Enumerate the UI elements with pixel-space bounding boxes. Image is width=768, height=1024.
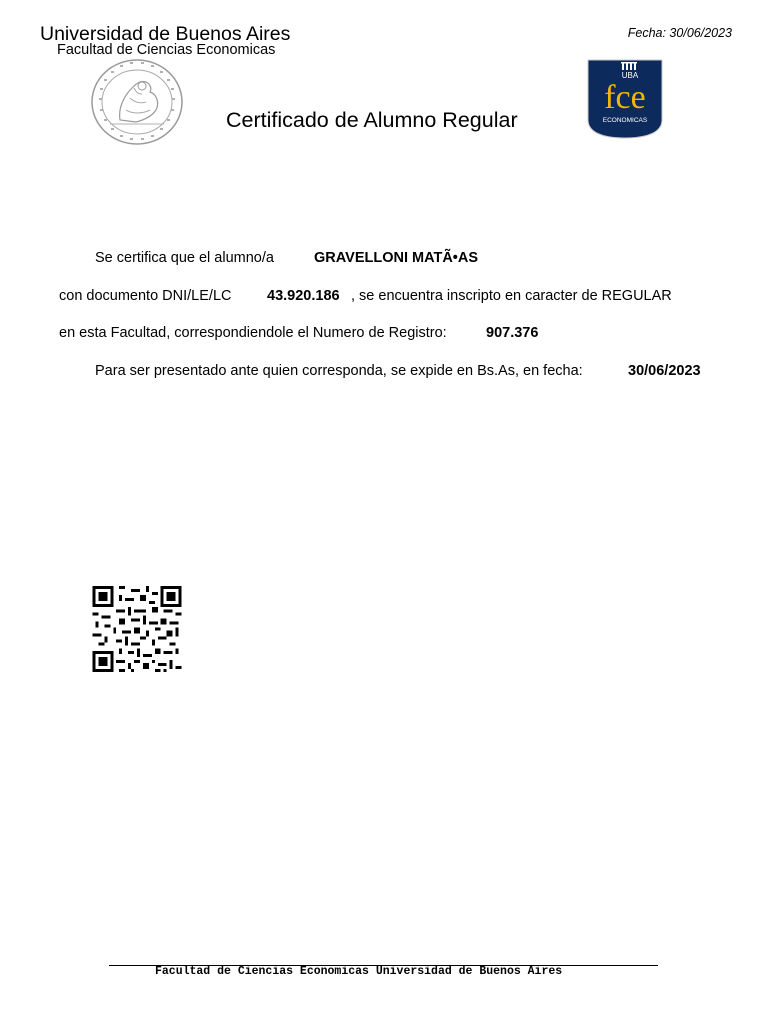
student-name: GRAVELLONI MATÃ•AS bbox=[314, 250, 479, 266]
fce-logo-icon bbox=[586, 58, 664, 140]
uba-seal-icon bbox=[90, 58, 184, 146]
university-name: Universidad de Buenos Aires bbox=[40, 23, 291, 45]
svg-text:UBA: UBA bbox=[621, 71, 639, 80]
faculty-name: Facultad de Ciencias Economicas bbox=[57, 42, 276, 58]
line2-rest: , se encuentra inscripto en caracter de REGULAR bbox=[351, 288, 672, 304]
footer-text: Facultad de Ciencias Economicas Universidad de Buenos Aires bbox=[155, 965, 563, 978]
document-number: 43.920.186 bbox=[267, 288, 340, 304]
line2-label: con documento DNI/LE/LC bbox=[59, 288, 232, 304]
svg-text:ECONOMICAS: ECONOMICAS bbox=[602, 117, 648, 124]
svg-text:fce: fce bbox=[604, 79, 646, 116]
line4-label: Para ser presentado ante quien corresponda, se expide en Bs.As, en fecha: bbox=[95, 363, 583, 379]
registry-number: 907.376 bbox=[486, 325, 539, 341]
line1-label: Se certifica que el alumno/a bbox=[95, 250, 274, 266]
qr-code-icon bbox=[92, 586, 182, 672]
page-title: Certificado de Alumno Regular bbox=[226, 108, 518, 132]
issue-date: 30/06/2023 bbox=[628, 363, 701, 379]
line3-label: en esta Facultad, correspondiendole el Numero de Registro: bbox=[59, 325, 447, 341]
header-date: Fecha: 30/06/2023 bbox=[627, 26, 732, 40]
